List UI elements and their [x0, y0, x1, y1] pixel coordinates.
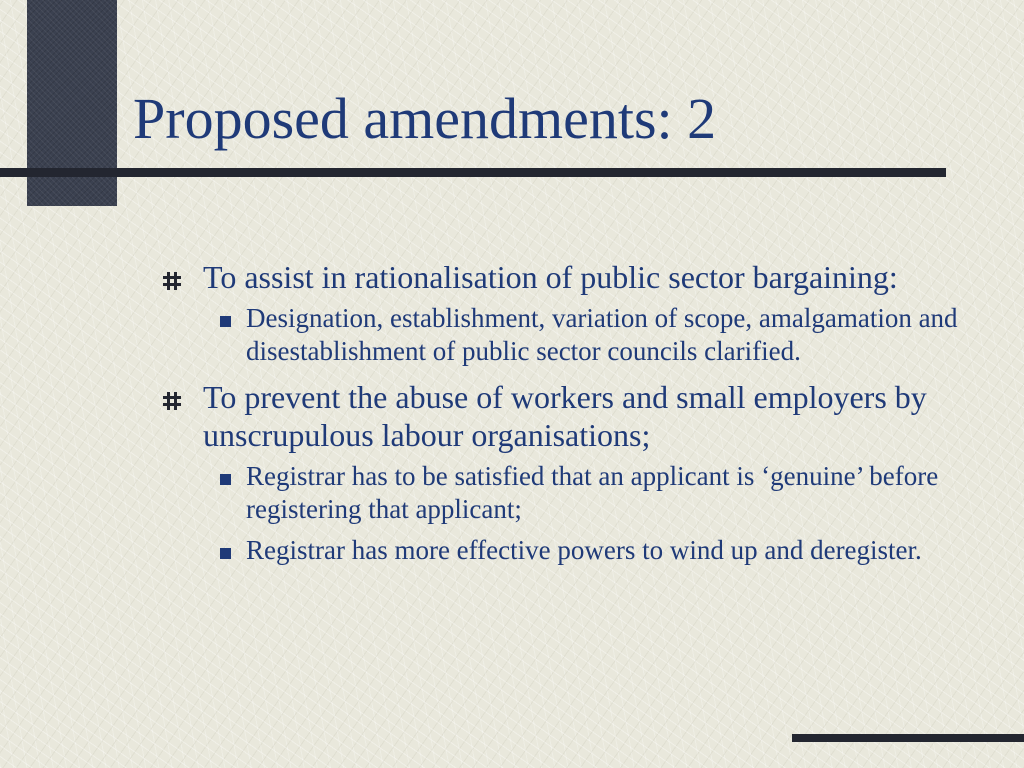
- hash-bullet-icon: [162, 271, 182, 291]
- slide-title: Proposed amendments: 2: [133, 86, 717, 151]
- subpoint-2-2-text: Registrar has more effective powers to wind up and deregister.: [246, 535, 922, 565]
- title-underline-rule: [0, 168, 946, 177]
- subpoint-2-1-text: Registrar has to be satisfied that an applicant is ‘genuine’ before registering that applicant;: [246, 461, 939, 524]
- subpoint-2-2: [203, 534, 1010, 567]
- bullet-point-1-text: To assist in rationalisation of public sector bargaining:: [203, 259, 898, 295]
- bullet-point-1-subpoints: [203, 302, 1010, 368]
- bullet-point-1: [160, 258, 1010, 368]
- square-bullet-icon: [220, 474, 231, 485]
- subpoint-2-1: [203, 460, 1010, 526]
- slide-body: [160, 258, 1010, 577]
- square-bullet-icon: [220, 316, 231, 327]
- bullet-point-2-subpoints: [203, 460, 1010, 567]
- subpoint-1-1-text: Designation, establishment, variation of scope, amalgamation and disestablishment of public sector councils clarified.: [246, 303, 958, 366]
- subpoint-1-1: [203, 302, 1010, 368]
- bullet-point-2-text: To prevent the abuse of workers and small employers by unscrupulous labour organisations;: [203, 379, 927, 453]
- footer-rule: [792, 734, 1024, 742]
- square-bullet-icon: [220, 548, 231, 559]
- hash-bullet-icon: [162, 391, 182, 411]
- bullet-point-2: [160, 378, 1010, 567]
